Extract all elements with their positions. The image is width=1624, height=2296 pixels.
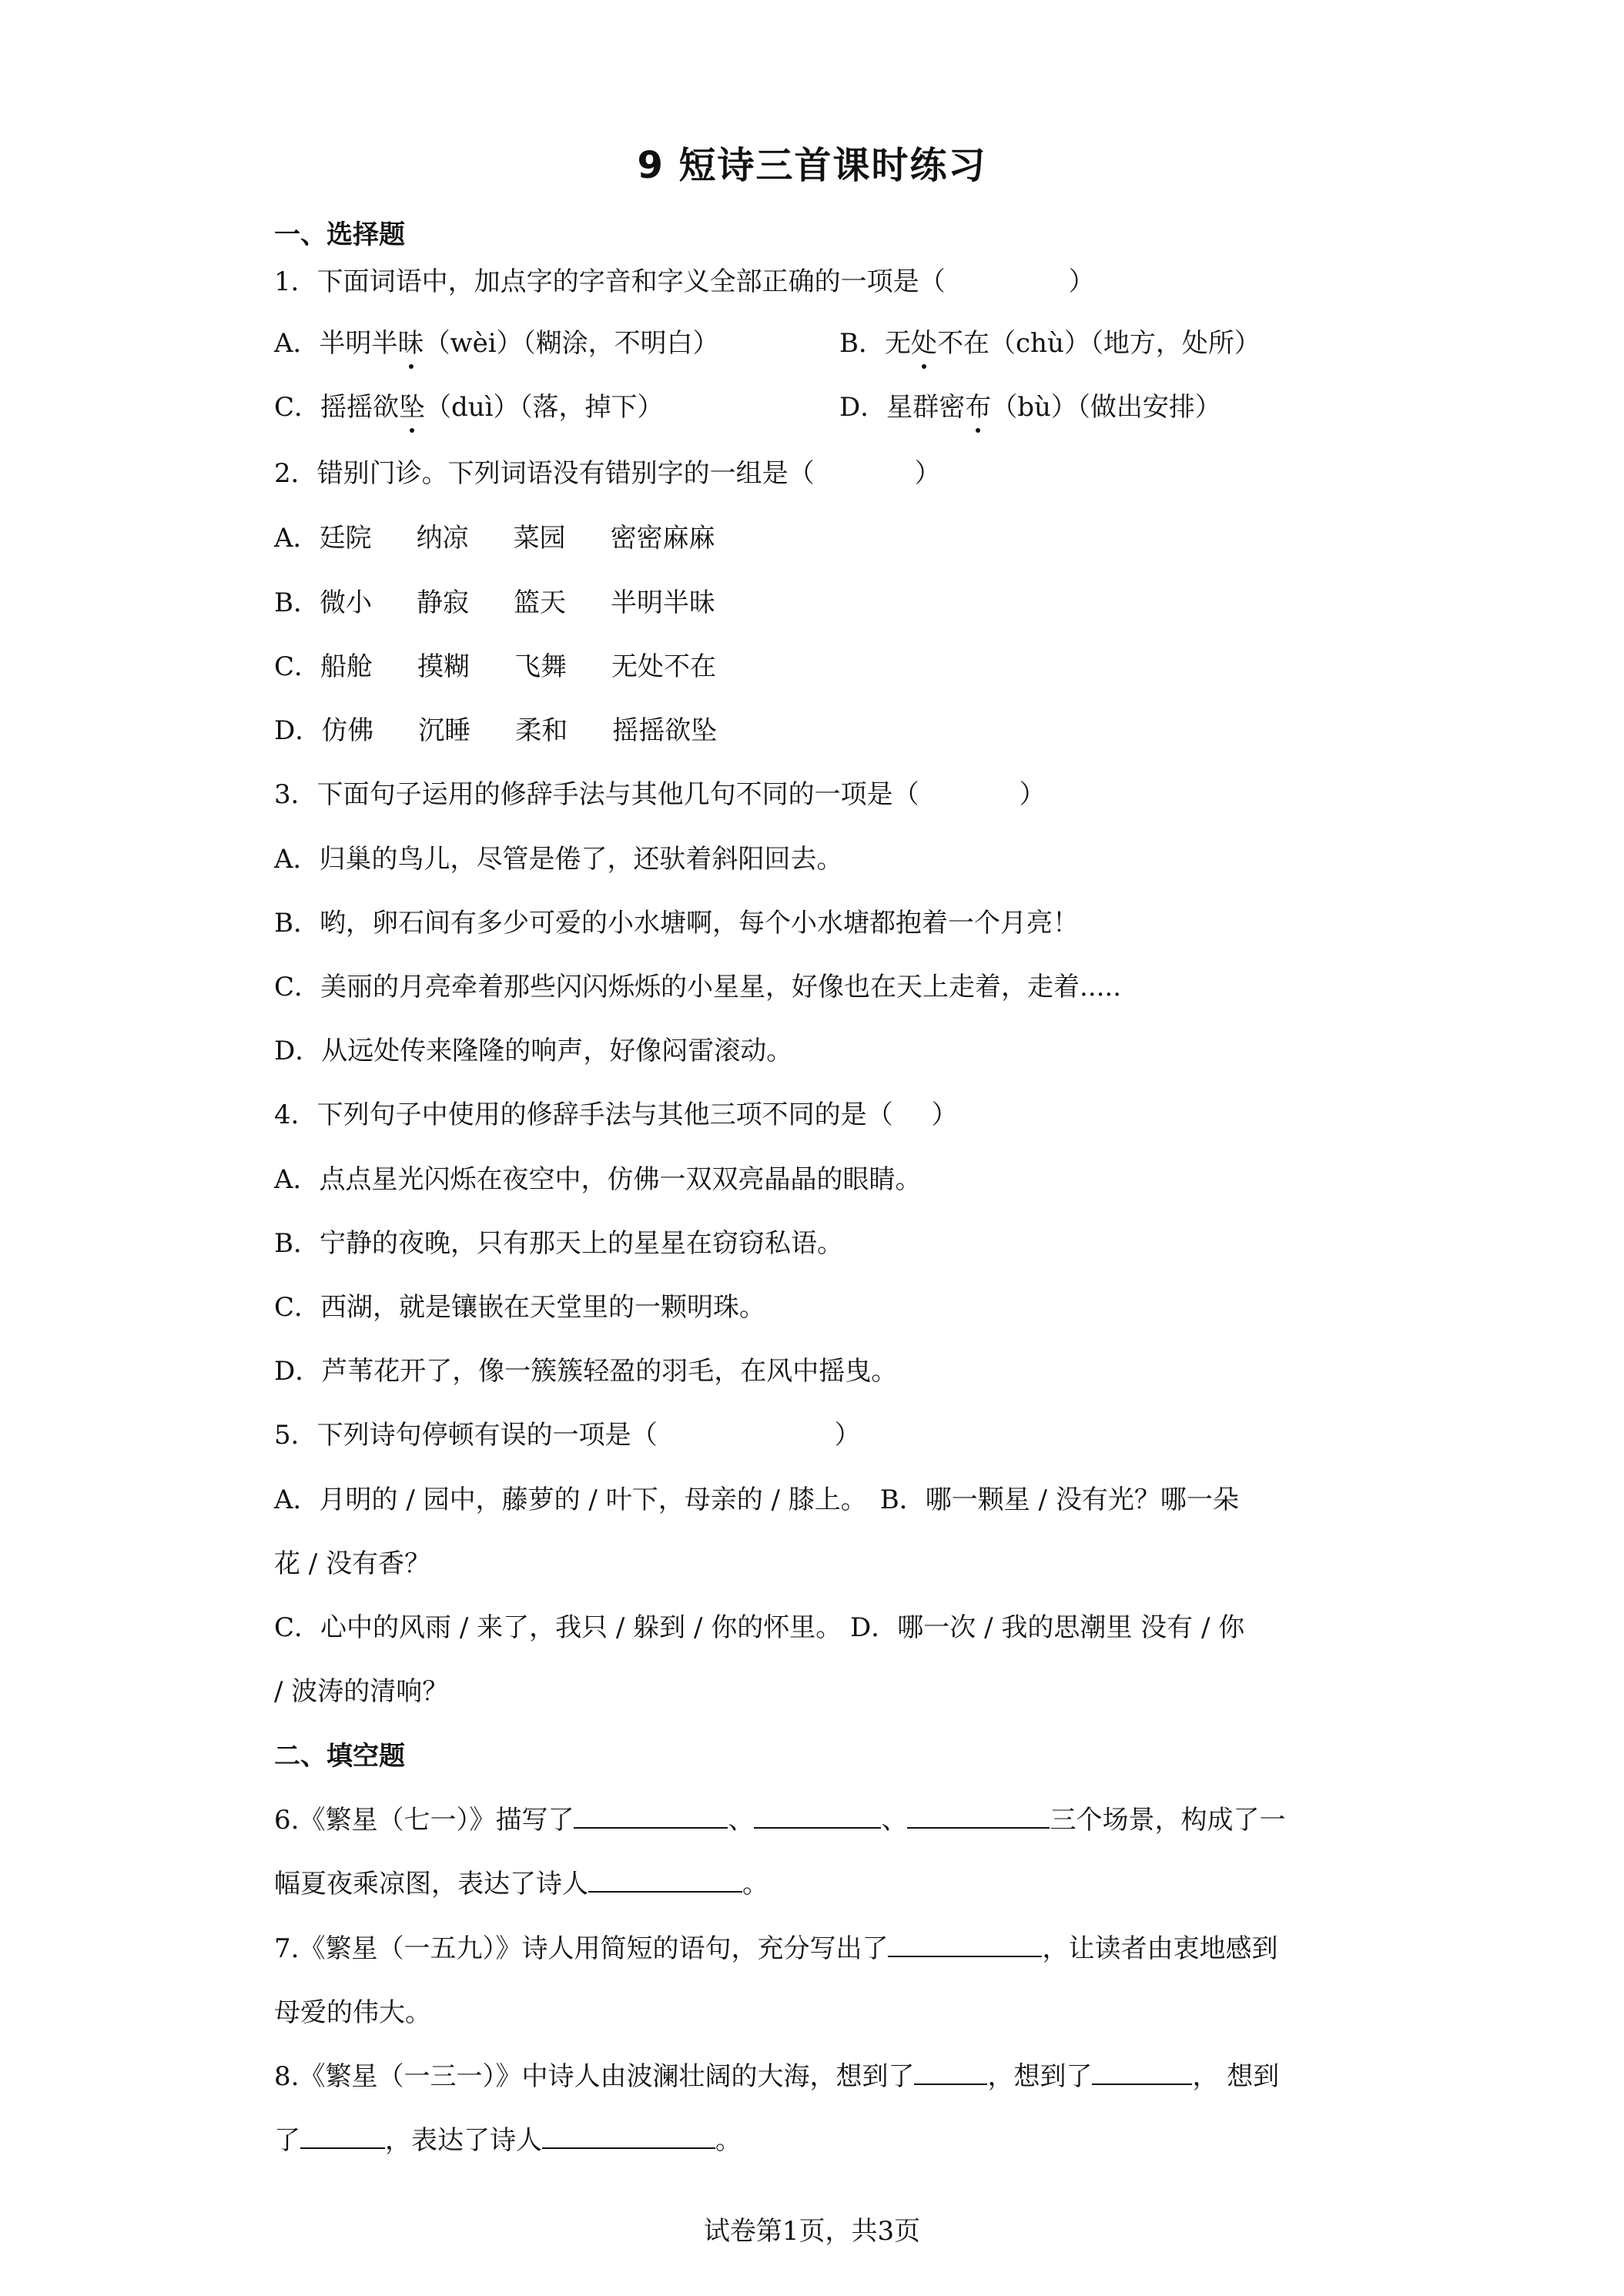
question-2-stem: 2．错别门诊。下列词语没有错别字的一组是（ xyxy=(274,458,815,489)
section-heading-fill: 二、填空题 xyxy=(274,1741,405,1772)
question-8-line-2: 了 ，表达了诗人 。 xyxy=(274,2125,742,2156)
answer-blank[interactable] xyxy=(888,1933,1042,1957)
q2-option-d: D．仿佛 沉睡 柔和 摇摇欲坠 xyxy=(274,715,718,746)
answer-blank[interactable] xyxy=(914,2060,987,2085)
question-8-line-1: 8.《繁星（一三一）》中诗人由波澜壮阔的大海，想到了 ，想到了 ， 想到 xyxy=(274,2061,1280,2092)
q2-option-c: C．船舱 摸糊 飞舞 无处不在 xyxy=(274,651,717,682)
q4-option-a: A．点点星光闪烁在夜空中，仿佛一双双亮晶晶的眼睛。 xyxy=(274,1164,922,1195)
emphasis-dot-char: 处 xyxy=(911,326,937,361)
question-7-line-1: 7.《繁星（一五九）》诗人用简短的语句，充分写出了 ，让读者由衷地感到 xyxy=(274,1933,1278,1964)
q4-option-b: B．宁静的夜晚，只有那天上的星星在窃窃私语。 xyxy=(274,1228,843,1259)
q3-option-b: B．哟，卵石间有多少可爱的小水塘啊，每个小水塘都抱着一个月亮！ xyxy=(274,908,1079,939)
q5-options-line-4: / 波涛的清响？ xyxy=(274,1676,449,1707)
q1-option-b: B．无处不在（chù）（地方，处所） xyxy=(839,326,1261,361)
answer-blank[interactable] xyxy=(588,1868,742,1893)
answer-blank[interactable] xyxy=(754,1804,881,1829)
question-4: 4．下列句子中使用的修辞手法与其他三项不同的是（ ） xyxy=(274,1099,958,1130)
question-5: 5．下列诗句停顿有误的一项是（ ） xyxy=(274,1420,861,1451)
q5-options-line-3: C．心中的风雨 / 来了，我只 / 躲到 / 你的怀里。 D．哪一次 / 我的思潮里 没有 / 你 xyxy=(274,1612,1245,1643)
q4-option-d: D．芦苇花开了，像一簇簇轻盈的羽毛，在风中摇曳。 xyxy=(274,1356,898,1387)
q1-option-c: C．摇摇欲坠（duì）（落，掉下） xyxy=(274,392,664,423)
answer-blank[interactable] xyxy=(907,1804,1050,1829)
emphasis-dot-char: 昧 xyxy=(398,326,424,361)
q1-option-a: A．半明半昧（wèi）（糊涂，不明白） xyxy=(274,328,719,359)
q5-options-line-2: 花 / 没有香？ xyxy=(274,1548,431,1579)
question-1-options-row-1 xyxy=(274,326,1261,361)
question-3: 3．下面句子运用的修辞手法与其他几句不同的一项是（ ） xyxy=(274,779,1046,810)
q2-option-b: B．微小 静寂 篮天 半明半昧 xyxy=(274,587,715,618)
q1-option-d: D．星群密布（bù）（做出安排） xyxy=(839,390,1221,425)
q3-option-a: A．归巢的鸟儿，尽管是倦了，还驮着斜阳回去。 xyxy=(274,844,843,875)
question-1-options-row-2 xyxy=(274,390,1221,425)
question-1-paren-close: ） xyxy=(1068,266,1095,297)
page-title: 9 短诗三首课时练习 xyxy=(637,144,987,187)
section-heading-choice: 一、选择题 xyxy=(274,219,405,250)
q2-option-a: A．廷院 纳凉 菜园 密密麻麻 xyxy=(274,523,715,554)
q4-option-c: C．西湖，就是镶嵌在天堂里的一颗明珠。 xyxy=(274,1292,766,1323)
page-footer: 试卷第1页，共3页 xyxy=(703,2216,921,2247)
question-6-line-2: 幅夏夜乘凉图，表达了诗人 。 xyxy=(274,1869,768,1899)
question-7-line-2: 母爱的伟大。 xyxy=(274,1997,431,2028)
question-1-stem: 1．下面词语中，加点字的字音和字义全部正确的一项是（ xyxy=(274,266,946,297)
answer-blank[interactable] xyxy=(542,2124,715,2149)
answer-blank[interactable] xyxy=(1092,2060,1192,2085)
question-1 xyxy=(274,264,1095,300)
q5-options-line-1: A．月明的 / 园中，藤萝的 / 叶下，母亲的 / 膝上。 B．哪一颗星 / 没有光？哪一朵 xyxy=(274,1484,1239,1515)
q3-option-d: D．从远处传来隆隆的响声，好像闷雷滚动。 xyxy=(274,1036,793,1066)
answer-blank[interactable] xyxy=(574,1804,728,1829)
question-2: 2．错别门诊。下列词语没有错别字的一组是（ ） xyxy=(274,458,941,489)
emphasis-dot-char: 坠 xyxy=(399,390,425,425)
answer-blank[interactable] xyxy=(300,2124,385,2149)
emphasis-dot-char: 布 xyxy=(965,390,991,425)
question-6-line-1: 6.《繁星（七一）》描写了 、 、 三个场景，构成了一 xyxy=(274,1805,1286,1836)
q3-option-c: C．美丽的月亮牵着那些闪闪烁烁的小星星，好像也在天上走着，走着..... xyxy=(274,972,1122,1002)
